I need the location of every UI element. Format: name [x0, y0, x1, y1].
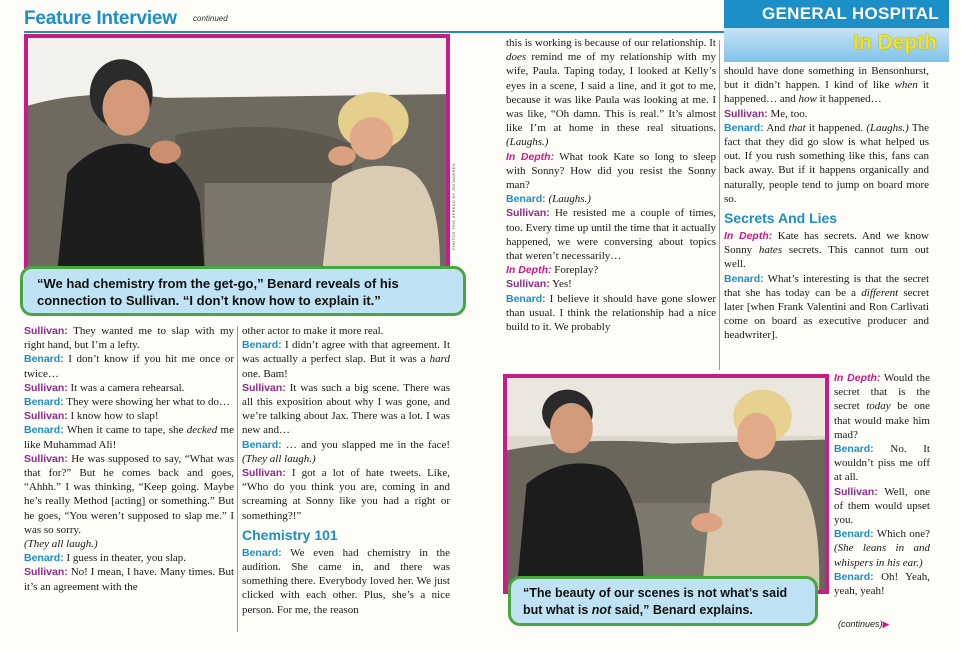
section-title: Feature Interview — [24, 8, 177, 29]
dialogue-line: Benard: (Laughs.) — [506, 193, 591, 206]
dialogue-line: Sullivan: They wanted me to slap with my right hand, but I’m a lefty. — [24, 325, 234, 352]
dialogue-line: Sullivan: It was a camera rehearsal. — [24, 381, 185, 394]
dialogue-line: Sullivan: No! I mean, I have. Many times. But it’s an agreement with the — [24, 566, 234, 593]
dialogue-line: In Depth: Would the secret that is the secret today be one that would make him mad? — [834, 372, 931, 441]
subhead-secrets: Secrets And Lies — [724, 210, 838, 227]
dialogue-line: Sullivan: Yes! — [506, 278, 572, 291]
dialogue-line: Benard: I guess in theater, you slap. — [24, 552, 187, 565]
photo-bottom-middle — [503, 374, 829, 594]
dialogue-line: Benard: No. It wouldn’t piss me off at all. — [834, 443, 930, 484]
photo-credit: PHOTOS THIS SPREAD BY JIM WARREN — [451, 163, 456, 250]
article-column-3 — [506, 36, 716, 334]
caption-top-photo — [20, 266, 466, 316]
triangle-right-icon: ▶ — [882, 619, 890, 629]
continued-label: continued — [193, 14, 228, 23]
brand-in-depth-label: In Depth — [853, 31, 937, 54]
dialogue-line: Sullivan: It was such a big scene. There was all this exposition about why I was gone, and we’re talking about Jax. There was a lot. I was new and… — [242, 381, 450, 437]
stage-direction: (They all laugh.) — [24, 538, 98, 551]
dialogue-line: Sullivan: He was supposed to say, “What was that for?” But he comes back and goes, “Ahhh.” I was thinking, “Keep going. Maybe he’s really Method [acting] or something.” But he goes, “You weren’t supposed to slap me.” I was so sorry. — [24, 452, 234, 536]
header-rule — [24, 31, 724, 33]
brand-banner — [724, 0, 949, 62]
dialogue-line: Benard: Oh! Yeah, yeah, yeah! — [834, 570, 930, 598]
subhead-chemistry: Chemistry 101 — [242, 526, 338, 543]
caption-bottom-photo — [508, 576, 818, 626]
dialogue-line: Benard: I didn’t agree with that agreement. It was actually a perfect slap. But it was a hard one. Bam! — [242, 339, 450, 380]
dialogue-line: should have done something in Bensonhurst, but it didn’t happen. I kind of like when it happened… and how it happened… — [724, 65, 929, 106]
dialogue-line: Benard: I don’t know if you hit me once or twice… — [24, 353, 234, 380]
caption-bottom-line-1: “The beauty of our scenes is not what’s said — [523, 586, 788, 600]
article-column-1 — [24, 324, 234, 594]
column-divider — [719, 40, 720, 370]
dialogue-line: Benard: And that it happened. (Laughs.) The fact that they did go slow is what helped us out. If you rush something like this, fans can back away. But if it happens organically and naturally, people tend to jump on board more so. — [724, 121, 930, 205]
dialogue-line: Sullivan: Me, too. — [724, 107, 808, 120]
dialogue-line: In Depth: Kate has secrets. And we know Sonny hates secrets. This cannot turn out well. — [724, 230, 929, 271]
dialogue-line: Benard: They were showing her what to do… — [24, 396, 230, 409]
brand-show-name: GENERAL HOSPITAL — [761, 4, 939, 23]
caption-top-line-2: connection to Sullivan. “I don’t know how to explain it.” — [37, 293, 381, 308]
dialogue-line: other actor to make it more real. — [242, 325, 384, 337]
column-divider — [237, 326, 238, 632]
photo-scene-laughing — [507, 378, 825, 590]
dialogue-line: In Depth: Foreplay? — [506, 264, 599, 277]
photo-scene-couch — [28, 38, 446, 270]
dialogue-line: Benard: I believe it should have gone slower than usual. I think the relationship had a nice build to it. We probably — [506, 292, 716, 334]
continues-marker: (continues)▶ — [838, 619, 890, 629]
dialogue-line: Benard: When it came to tape, she decked me like Muhammad Ali! — [24, 424, 234, 451]
caption-top-line-1: “We had chemistry from the get-go,” Benard reveals of his — [37, 276, 399, 291]
caption-bottom-line-2: but what is not said,” Benard explains. — [523, 603, 753, 617]
photo-top-left — [24, 34, 450, 274]
dialogue-line: Benard: We even had chemistry in the audition. She came in, and there was something there. Everybody loved her. We just clicked with each other. Plus, she’s a nice person. For me, the reason — [242, 546, 450, 616]
dialogue-line: Sullivan: I got a lot of hate tweets. Like, “Who do you think you are, coming in and screaming at Sonny like you had a right or something?!” — [242, 467, 450, 522]
dialogue-line: In Depth: What took Kate so long to sleep with Sonny? How did you resist the Sonny man? — [506, 150, 716, 192]
dialogue-line: this is working is because of our relationship. It does remind me of my relationship with my wife, Paula. Taping today, I looked at Kelly’s eyes in a scene, I said a line, and it got to me, because it was like Paula was looking at me. I was like, “Oh damn. This is real.” It’s almost like I’m at home in these real situations. (Laughs.) — [506, 37, 716, 149]
dialogue-line: Sullivan: I know how to slap! — [24, 410, 159, 423]
article-column-4 — [724, 64, 929, 343]
dialogue-line: Benard: … and you slapped me in the face! (They all laugh.) — [242, 438, 450, 465]
dialogue-line: Sullivan: Well, one of them would upset you. — [834, 485, 930, 527]
dialogue-line: Benard: Which one? (She leans in and whispers in his ear.) — [834, 528, 930, 569]
article-column-5 — [834, 371, 930, 598]
article-column-2 — [242, 324, 450, 617]
dialogue-line: Benard: What’s interesting is that the secret that she has today can be a different secret later [when Frank Valentini and Ron Carlivati come on board as executive producer and headwriter]. — [724, 272, 929, 342]
dialogue-line: Sullivan: He resisted me a couple of times, too. Every time up until the time that it actually happened, we were conversing about topics that weren’t necessarily… — [506, 207, 716, 263]
